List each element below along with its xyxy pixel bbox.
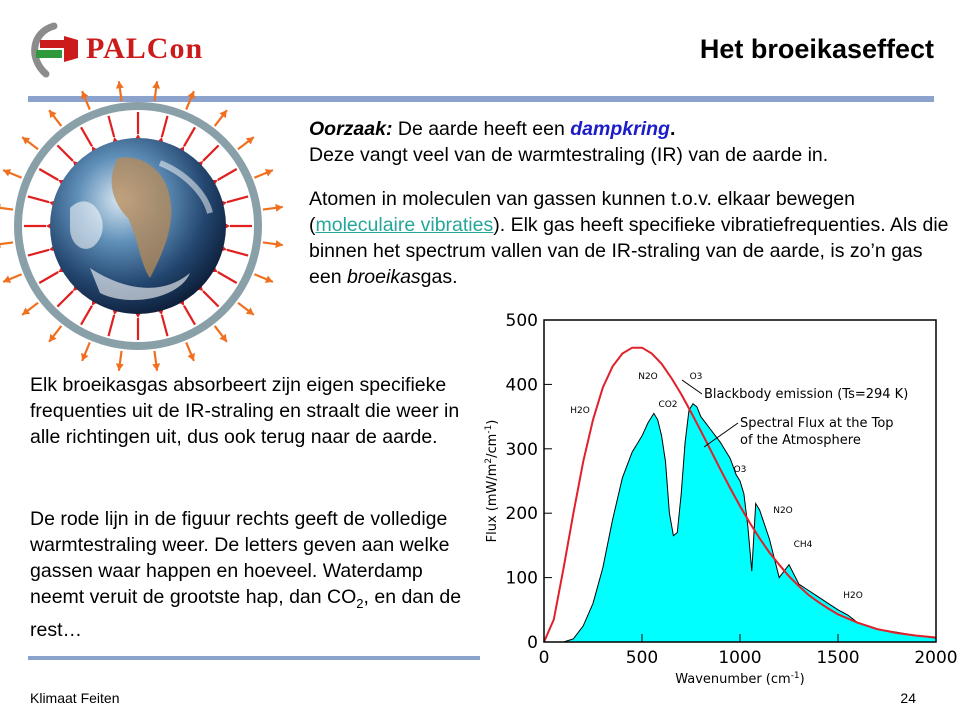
- gas-annotation: N2O: [773, 506, 793, 516]
- radiation-arrow: [81, 306, 92, 325]
- para2-end: gas.: [420, 266, 458, 288]
- gas-annotation: H2O: [570, 406, 590, 416]
- y-tick-label: 300: [505, 439, 538, 460]
- para4-start: De rode lijn in de figuur rechts geeft de volledige warmtestraling weer. De letters geven aan welke gassen waar happen en hoeveel. Waterdamp neemt veruit de grootste hap, dan CO: [30, 508, 450, 608]
- para2-start: Atomen in moleculen van gassen kunnen t.o.v. elkaar bewegen (: [309, 188, 855, 236]
- legend-blackbody: Blackbody emission (Ts=294 K): [704, 387, 909, 402]
- earth-illustration: [0, 88, 290, 358]
- gas-annotation: O3: [733, 465, 747, 475]
- x-tick-label: 1500: [816, 648, 860, 668]
- radiation-arrow: [0, 207, 13, 210]
- absorption-paragraph: [30, 372, 470, 450]
- y-tick-label: 500: [505, 311, 538, 331]
- radiation-arrow: [108, 315, 114, 336]
- para2-middle: ). Elk gas heeft specifieke vibratiefrequenties. Als die binnen het spectrum vallen van de IR-straling van de aarde, is zo’n gas een: [309, 214, 949, 288]
- y-axis-label: Flux $(mW/m^2/cm^{-1})$: [484, 419, 500, 543]
- radiation-arrow: [218, 272, 237, 283]
- gas-annotation: H2O: [843, 591, 863, 601]
- radiation-arrow: [184, 127, 195, 146]
- y-tick-label: 200: [505, 504, 538, 525]
- gas-annotation: CH4: [793, 540, 813, 550]
- bottom-divider: [28, 656, 480, 660]
- gas-annotation: N2O: [638, 372, 658, 382]
- spectrum-chart: [478, 305, 958, 690]
- logo-text: PALCon: [86, 32, 204, 65]
- intro-text: [309, 116, 949, 168]
- legend-flux-line1: Spectral Flux at the Top: [740, 416, 894, 431]
- radiation-arrow: [28, 250, 49, 256]
- cause-text: De aarde heeft een: [392, 118, 571, 140]
- radiation-arrow: [162, 116, 168, 137]
- radiation-arrow: [57, 145, 73, 161]
- cause-end: .: [669, 118, 676, 140]
- gas-annotation: O3: [689, 372, 703, 382]
- radiation-arrow: [28, 196, 49, 202]
- legend-flux-line2: of the Atmosphere: [740, 433, 861, 448]
- slide-title: Het broeikaseffect: [699, 34, 934, 64]
- x-tick-label: 500: [625, 648, 659, 668]
- radiation-arrow: [218, 169, 237, 180]
- moleculaire-vibraties-link[interactable]: moleculaire vibraties: [315, 214, 494, 236]
- radiation-arrow: [162, 315, 168, 336]
- radiation-arrow: [57, 291, 73, 307]
- radiation-arrow: [203, 291, 219, 307]
- radiation-arrow: [81, 127, 92, 146]
- x-tick-label: 2000: [914, 648, 958, 668]
- logo-hands-icon: [24, 22, 94, 78]
- palcon-logo: [24, 22, 224, 78]
- intro-line2: Deze vangt veel van de warmtestraling (IR) van de aarde in.: [309, 144, 829, 166]
- page-number: 24: [900, 690, 916, 706]
- footer-title: Klimaat Feiten: [30, 690, 120, 706]
- y-tick-label: 100: [505, 568, 538, 589]
- spectrum-chart-svg: [478, 305, 958, 690]
- broeikas-word: broeikas: [346, 266, 421, 288]
- radiation-arrow: [227, 196, 248, 202]
- radiation-arrow: [39, 169, 58, 180]
- cause-label: Oorzaak:: [309, 118, 393, 140]
- radiation-arrow: [0, 242, 13, 245]
- radiation-arrow: [184, 306, 195, 325]
- vibration-paragraph: [309, 186, 949, 290]
- figure-explanation: [30, 506, 470, 643]
- radiation-arrow: [227, 250, 248, 256]
- legend-leader: [682, 380, 702, 394]
- radiation-arrow: [108, 116, 114, 137]
- gas-annotation: CO2: [658, 400, 678, 410]
- x-axis-label: Wavenumber $(cm^{-1})$: [675, 671, 805, 687]
- dampkring-term: dampkring: [570, 118, 670, 140]
- co2-subscript: 2: [356, 595, 364, 611]
- para3-text: Elk broeikasgas absorbeert zijn eigen specifieke frequenties uit de IR-straling en straalt die weer in alle richtingen uit, dus ook terug naar de aarde.: [30, 374, 460, 448]
- radiation-arrow: [203, 145, 219, 161]
- y-tick-label: 0: [527, 633, 538, 653]
- para4-end: , en dan de rest…: [30, 586, 462, 641]
- y-tick-label: 400: [505, 375, 538, 396]
- x-tick-label: 0: [538, 648, 550, 668]
- radiation-arrow: [39, 272, 58, 283]
- x-tick-label: 1000: [718, 648, 762, 668]
